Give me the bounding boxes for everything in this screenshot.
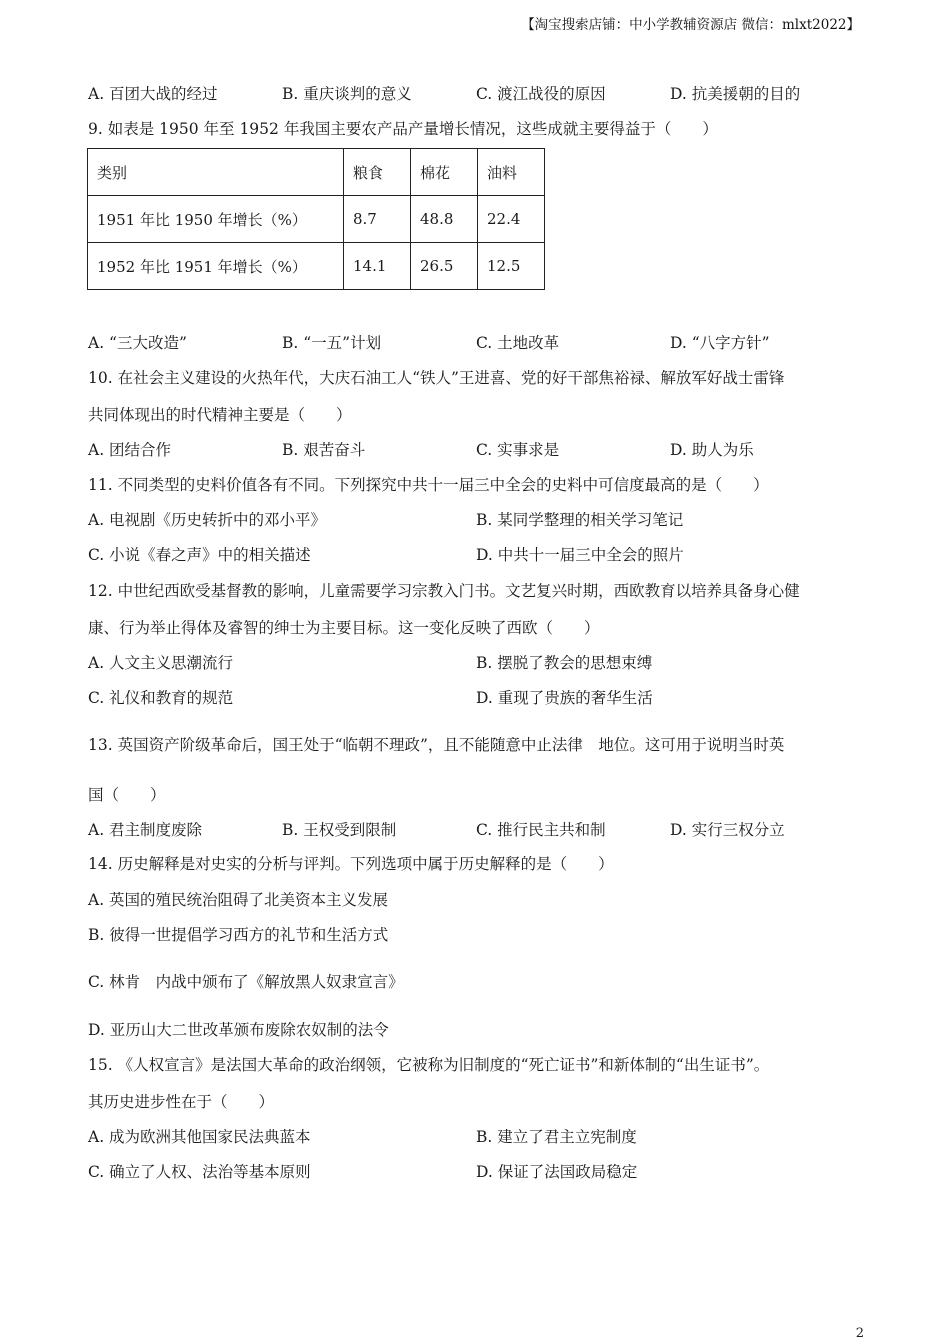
table-header-row	[88, 149, 545, 196]
page-number: 2	[855, 1326, 864, 1341]
table-cell: 12.5	[478, 243, 545, 290]
q13-option-c: C. 推行民主共和制	[476, 821, 606, 839]
q15-option-b: B. 建立了君主立宪制度	[476, 1128, 637, 1146]
q8-option-d: D. 抗美援朝的目的	[670, 85, 801, 103]
table-header-cell: 棉花	[411, 149, 478, 196]
q9-option-b: B. “一五”计划	[282, 334, 382, 352]
table-row	[88, 243, 545, 290]
q10-option-d: D. 助人为乐	[670, 441, 754, 459]
q9-option-a: A. “三大改造”	[88, 334, 187, 352]
q11-stem: 11. 不同类型的史料价值各有不同。下列探究中共十一届三中全会的史料中可信度最高的是（ ）	[88, 476, 769, 494]
q11-option-b: B. 某同学整理的相关学习笔记	[476, 511, 684, 529]
q13-stem-line1: 13. 英国资产阶级革命后，国王处于“临朝不理政”，且不能随意中止法律 地位。这可用于说明当时英	[88, 736, 785, 754]
q10-option-b: B. 艰苦奋斗	[282, 441, 366, 459]
q12-option-b: B. 摆脱了教会的思想束缚	[476, 654, 653, 672]
q14-option-a: A. 英国的殖民统治阻碍了北美资本主义发展	[88, 891, 389, 909]
q15-option-d: D. 保证了法国政局稳定	[476, 1163, 638, 1181]
q15-option-a: A. 成为欧洲其他国家民法典蓝本	[88, 1128, 311, 1146]
q8-option-a: A. 百团大战的经过	[88, 85, 218, 103]
q15-stem-line1: 15. 《人权宣言》是法国大革命的政治纲领，它被称为旧制度的“死亡证书”和新体制的“出生证书”。	[88, 1056, 770, 1074]
q9-option-d: D. “八字方针”	[670, 334, 770, 352]
q9-stem: 9. 如表是 1950 年至 1952 年我国主要农产品产量增长情况，这些成就主要得益于（ ）	[88, 120, 718, 138]
table-header-cell: 粮食	[344, 149, 411, 196]
q10-stem-line1: 10. 在社会主义建设的火热年代，大庆石油工人“铁人”王进喜、党的好干部焦裕禄、解放军好战士雷锋	[88, 369, 785, 387]
table-header-cell: 油料	[478, 149, 545, 196]
table-cell: 26.5	[411, 243, 478, 290]
table-cell: 22.4	[478, 196, 545, 243]
q14-stem: 14. 历史解释是对史实的分析与评判。下列选项中属于历史解释的是（ ）	[88, 855, 614, 873]
q13-option-a: A. 君主制度废除	[88, 821, 203, 839]
q11-option-c: C. 小说《春之声》中的相关描述	[88, 546, 311, 564]
q13-option-b: B. 王权受到限制	[282, 821, 397, 839]
q10-option-c: C. 实事求是	[476, 441, 560, 459]
q8-option-c: C. 渡江战役的原因	[476, 85, 606, 103]
q11-option-d: D. 中共十一届三中全会的照片	[476, 546, 684, 564]
page-header-watermark: 【淘宝搜索店铺：中小学教辅资源店 微信：mlxt2022】	[521, 17, 860, 33]
q12-stem-line1: 12. 中世纪西欧受基督教的影响，儿童需要学习宗教入门书。文艺复兴时期，西欧教育以培养具备身心健	[88, 582, 800, 600]
q13-stem-line2: 国（ ）	[88, 786, 166, 804]
q15-option-c: C. 确立了人权、法治等基本原则	[88, 1163, 311, 1181]
q10-stem-line2: 共同体现出的时代精神主要是（ ）	[88, 406, 352, 424]
q11-option-a: A. 电视剧《历史转折中的邓小平》	[88, 511, 327, 529]
q8-option-b: B. 重庆谈判的意义	[282, 85, 412, 103]
production-growth-table	[87, 148, 545, 290]
q15-stem-line2: 其历史进步性在于（ ）	[88, 1093, 275, 1111]
q12-stem-line2: 康、行为举止得体及睿智的绅士为主要目标。这一变化反映了西欧（ ）	[88, 619, 600, 637]
q12-option-c: C. 礼仪和教育的规范	[88, 689, 234, 707]
table-cell: 1951 年比 1950 年增长（%）	[88, 196, 344, 243]
q12-option-d: D. 重现了贵族的奢华生活	[476, 689, 653, 707]
q9-option-c: C. 土地改革	[476, 334, 560, 352]
table-cell: 14.1	[344, 243, 411, 290]
q12-option-a: A. 人文主义思潮流行	[88, 654, 234, 672]
q14-option-b: B. 彼得一世提倡学习西方的礼节和生活方式	[88, 926, 389, 944]
table-row	[88, 196, 545, 243]
q13-option-d: D. 实行三权分立	[670, 821, 785, 839]
table-cell: 1952 年比 1951 年增长（%）	[88, 243, 344, 290]
table-cell: 48.8	[411, 196, 478, 243]
q14-option-c: C. 林肯 内战中颁布了《解放黑人奴隶宣言》	[88, 973, 404, 991]
table-header-cell: 类别	[88, 149, 344, 196]
q10-option-a: A. 团结合作	[88, 441, 172, 459]
table-cell: 8.7	[344, 196, 411, 243]
q14-option-d: D. 亚历山大二世改革颁布废除农奴制的法令	[88, 1021, 389, 1039]
